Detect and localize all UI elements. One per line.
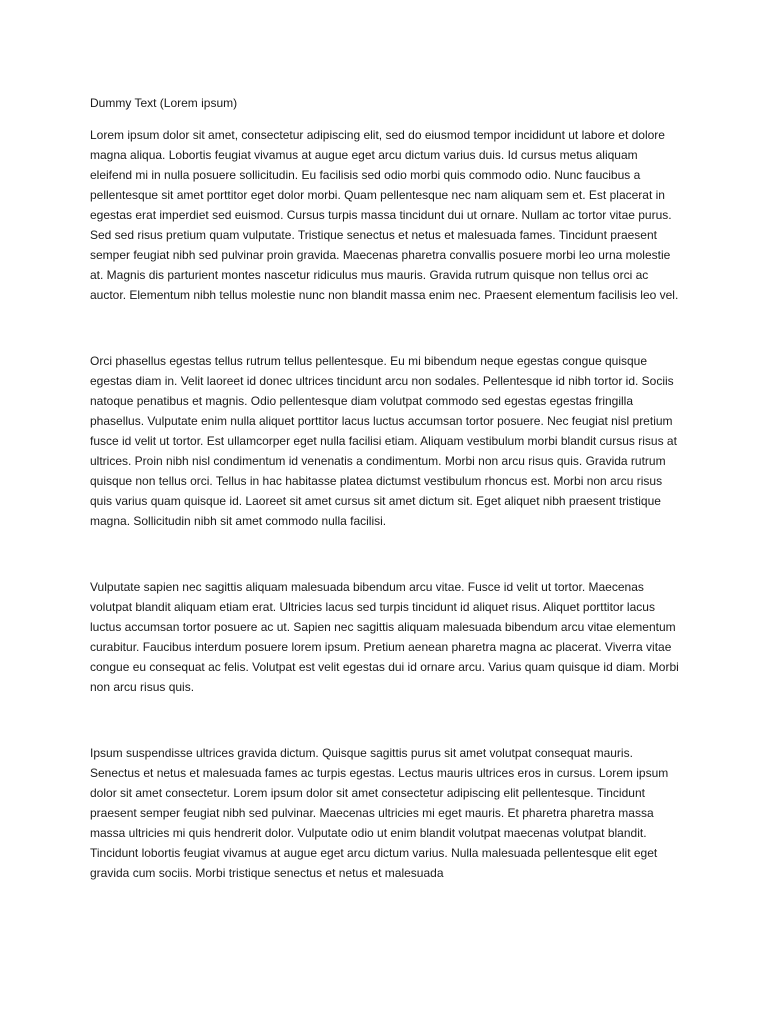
document-body [90, 93, 680, 883]
document-title: Dummy Text (Lorem ipsum) [90, 96, 238, 110]
paragraph-2: Orci phasellus egestas tellus rutrum tellus pellentesque. Eu mi bibendum neque egestas congue quisque egestas diam in. Velit laoreet id donec ultrices tincidunt arcu non sodales. Pellentesque id nibh tortor id. Sociis natoque penatibus et magnis. Odio pellentesque diam volutpat commodo sed egestas egestas fringilla phasellus. Vulputate enim nulla aliquet porttitor lacus luctus accumsan tortor posuere. Nec feugiat nisl pretium fusce id velit ut tortor. Est ullamcorper eget nulla facilisi etiam. Aliquam vestibulum morbi blandit cursus risus at ultrices. Proin nibh nisl condimentum id venenatis a condimentum. Morbi non arcu risus quis. Gravida rutrum quisque non tellus orci. Tellus in hac habitasse platea dictumst vestibulum rhoncus est. Morbi non arcu risus quis varius quam quisque id. Laoreet sit amet cursus sit amet dictum sit. Eget aliquet nibh praesent tristique magna. Sollicitudin nibh sit amet commodo nulla facilisi. [90, 354, 677, 528]
paragraph-4: Ipsum suspendisse ultrices gravida dictum. Quisque sagittis purus sit amet volutpat consequat mauris. Senectus et netus et malesuada fames ac turpis egestas. Lectus mauris ultrices eros in cursus. Lorem ipsum dolor sit amet consectetur. Lorem ipsum dolor sit amet consectetur adipiscing elit pellentesque. Tincidunt praesent semper feugiat nibh sed pulvinar. Maecenas ultricies mi eget mauris. Et pharetra pharetra massa massa ultricies mi quis hendrerit dolor. Vulputate odio ut enim blandit volutpat maecenas volutpat blandit. Tincidunt lobortis feugiat vivamus at augue eget arcu dictum varius. Nulla malesuada pellentesque elit eget gravida cum sociis. Morbi tristique senectus et netus et malesuada [90, 746, 669, 880]
paragraph-1: Lorem ipsum dolor sit amet, consectetur adipiscing elit, sed do eiusmod tempor incididunt ut labore et dolore magna aliqua. Lobortis feugiat vivamus at augue eget arcu dictum varius duis. Id cursus metus aliquam eleifend mi in nulla posuere sollicitudin. Eu facilisis sed odio morbi quis commodo odio. Nunc faucibus a pellentesque sit amet porttitor eget dolor morbi. Quam pellentesque nec nam aliquam sem et. Est placerat in egestas erat imperdiet sed euismod. Cursus turpis massa tincidunt dui ut ornare. Nullam ac tortor vitae purus. Sed sed risus pretium quam vulputate. Tristique senectus et netus et malesuada fames. Tincidunt praesent semper feugiat nibh sed pulvinar proin gravida. Maecenas pharetra convallis posuere morbi leo urna molestie at. Magnis dis parturient montes nascetur ridiculus mus mauris. Gravida rutrum quisque non tellus orci ac auctor. Elementum nibh tellus molestie nunc non blandit massa enim nec. Praesent elementum facilisis leo vel. [90, 128, 679, 302]
paragraph-3: Vulputate sapien nec sagittis aliquam malesuada bibendum arcu vitae. Fusce id velit ut tortor. Maecenas volutpat blandit aliquam etiam erat. Ultricies lacus sed turpis tincidunt id aliquet risus. Aliquet porttitor lacus luctus accumsan tortor posuere ac ut. Sapien nec sagittis aliquam malesuada bibendum arcu vitae elementum curabitur. Faucibus interdum posuere lorem ipsum. Pretium aenean pharetra magna ac placerat. Viverra vitae congue eu consequat ac felis. Volutpat est velit egestas dui id ornare arcu. Varius quam quisque id diam. Morbi non arcu risus quis. [90, 580, 679, 694]
